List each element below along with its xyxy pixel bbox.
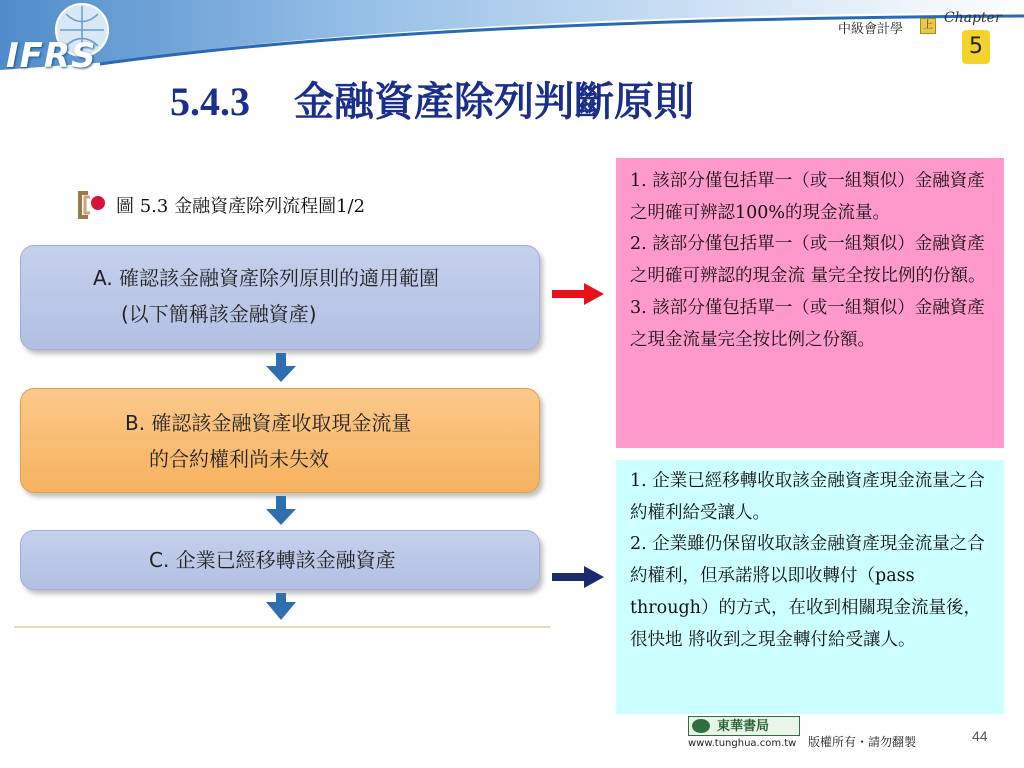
down-arrow-icon bbox=[266, 593, 296, 620]
cyan-item-1: 1. 企業已經移轉收取該金融資產現金流量之合約權利給受讓人。 bbox=[630, 471, 985, 523]
pink-item-3: 3. 該部分僅包括單一（或一組類似）金融資產之現金流量完全按比例之份額。 bbox=[630, 297, 985, 350]
conditions-panel-pink bbox=[616, 158, 1004, 448]
down-arrow-icon bbox=[266, 496, 296, 525]
right-arrow-navy-icon bbox=[552, 566, 604, 588]
course-volume-tag: 上 bbox=[920, 18, 936, 34]
course-label: 中級會計學 bbox=[838, 22, 904, 37]
flow-step-c-line1: C. 企業已經移轉該金融資產 bbox=[149, 548, 396, 572]
flow-step-b-line2: 的合約權利尚未失效 bbox=[149, 447, 329, 471]
page-number: 44 bbox=[972, 728, 988, 744]
figure-caption: 圖 5.3 金融資產除列流程圖1/2 bbox=[116, 196, 366, 217]
chapter-number-badge: 5 bbox=[962, 30, 990, 64]
chapter-label: Chapter bbox=[944, 10, 1002, 26]
publisher-url: www.tunghua.com.tw bbox=[688, 738, 797, 749]
ifrs-logo-text: IFRS bbox=[6, 36, 97, 76]
cyan-item-2: 2. 企業雖仍保留收取該金融資產現金流量之合約權利，但承諾將以即收轉付（pass through）的方式，在收到相關現金流量後，很快地 將收到之現金轉付給受讓人。 bbox=[630, 534, 985, 650]
copyright-notice: 版權所有・請勿翻製 bbox=[808, 735, 917, 749]
section-number: 5.4.3 bbox=[170, 79, 250, 124]
flow-step-b-line1: B. 確認該金融資產收取現金流量 bbox=[125, 411, 412, 435]
conditions-panel-cyan bbox=[616, 460, 1004, 714]
publisher-emblem-icon bbox=[692, 719, 710, 733]
flow-step-a-line1: A. 確認該金融資產除列原則的適用範圍 bbox=[93, 266, 440, 290]
pink-item-2: 2. 該部分僅包括單一（或一組類似）金融資產之明確可辨認的現金流 量完全按比例的份額。 bbox=[630, 234, 986, 287]
pink-item-1: 1. 該部分僅包括單一（或一組類似）金融資產之明確可辨認100%的現金流量。 bbox=[630, 171, 985, 223]
right-arrow-red-icon bbox=[552, 283, 604, 305]
down-arrow-icon bbox=[266, 353, 296, 382]
flow-step-a-line2: (以下簡稱該金融資產) bbox=[121, 302, 317, 326]
section-title: 金融資產除列判斷原則 bbox=[294, 78, 694, 125]
publisher-logo: 東華書局 bbox=[688, 716, 800, 736]
